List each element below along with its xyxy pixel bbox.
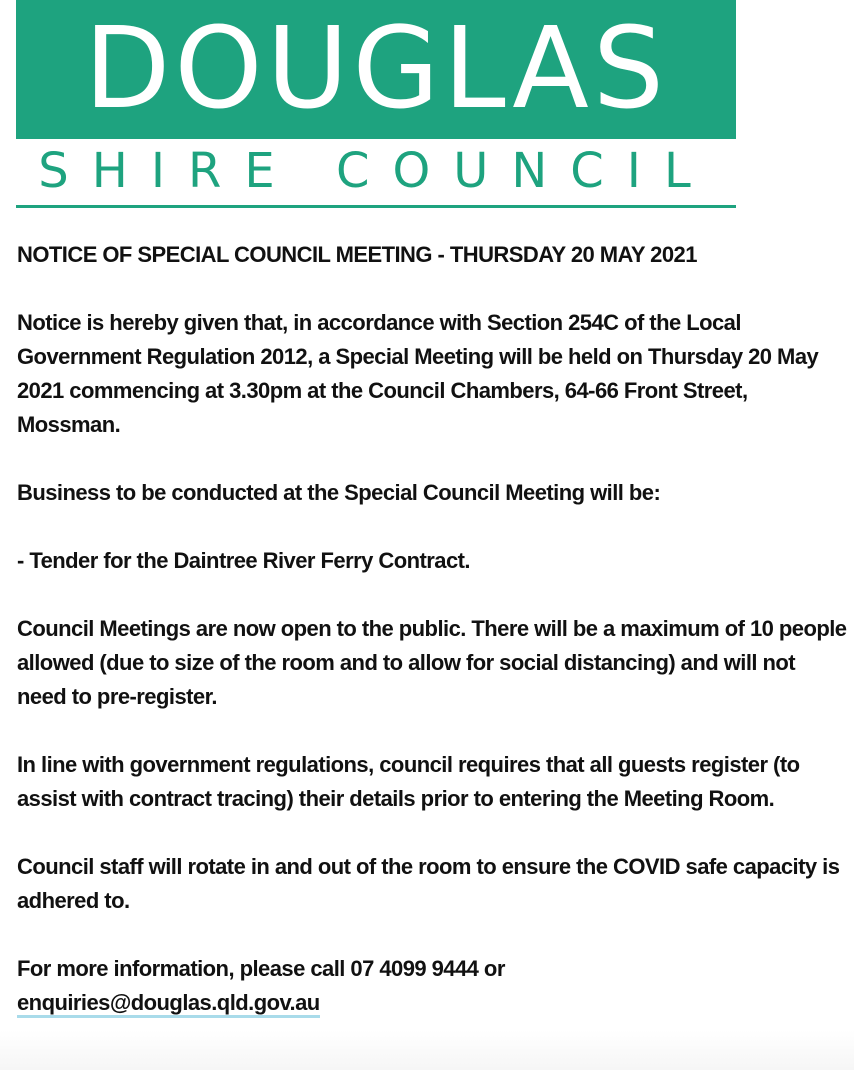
notice-paragraph-registration: In line with government regulations, council requires that all guests register (to assist with contract tracing) their details prior to entering the Meeting Room. — [17, 752, 800, 811]
notice-title: NOTICE OF SPECIAL COUNCIL MEETING - THURSDAY 20 MAY 2021 — [17, 242, 697, 267]
notice-paragraph-covid-capacity: Council staff will rotate in and out of the room to ensure the COVID safe capacity is adhered to. — [17, 854, 840, 913]
notice-paragraph-meeting-details: Notice is hereby given that, in accordance with Section 254C of the Local Government Regulation 2012, a Special Meeting will be held on Thursday 20 May 2021 commencing at 3.30pm at the Council Chambers, 64-66 Front Street, Mossman. — [17, 310, 819, 437]
logo-wordmark-shire-council: SHIRE COUNCIL — [38, 143, 714, 199]
notice-body — [17, 238, 847, 1020]
notice-paragraph-business-intro: Business to be conducted at the Special Council Meeting will be: — [17, 480, 661, 505]
logo-green-banner — [16, 0, 736, 139]
contact-email-link[interactable]: enquiries@douglas.qld.gov.au — [17, 990, 320, 1018]
contact-text: For more information, please call 07 4099 9444 or — [17, 956, 505, 981]
logo-underline — [16, 205, 736, 208]
douglas-shire-council-logo — [16, 0, 736, 208]
notice-paragraph-public-access: Council Meetings are now open to the public. There will be a maximum of 10 people allowed (due to size of the room and to allow for social distancing) and will not need to pre-register. — [17, 616, 847, 709]
logo-wordmark-douglas: DOUGLAS — [84, 4, 668, 134]
bottom-fade — [0, 1030, 854, 1070]
notice-business-item: - Tender for the Daintree River Ferry Contract. — [17, 548, 470, 573]
notice-contact — [17, 952, 847, 1020]
